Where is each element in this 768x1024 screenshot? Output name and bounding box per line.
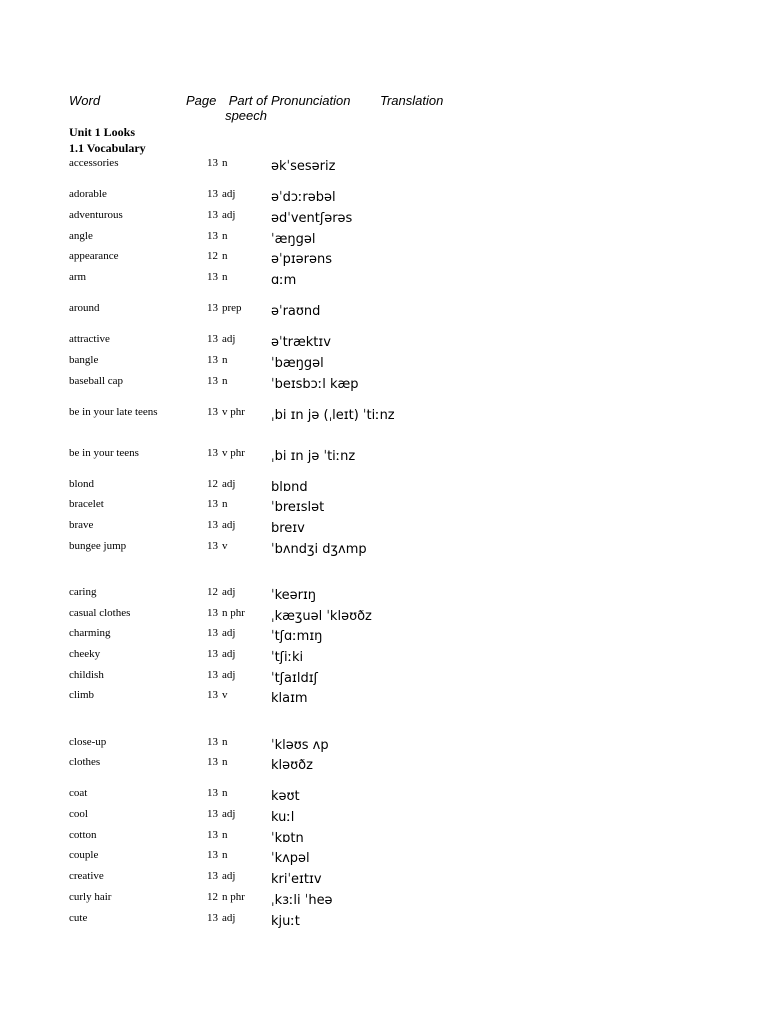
list-item — [0, 607, 768, 627]
entry-part-of-speech: n — [222, 849, 228, 861]
list-item — [0, 736, 768, 756]
list-item — [0, 271, 768, 291]
list-item — [0, 912, 768, 932]
list-item — [0, 870, 768, 890]
entry-page: 13 — [207, 607, 218, 619]
entry-word: bungee jump — [69, 540, 127, 552]
entry-part-of-speech: adj — [222, 912, 236, 924]
entry-word: close-up — [69, 736, 107, 748]
list-item — [0, 498, 768, 518]
entry-part-of-speech: adj — [222, 586, 236, 598]
entry-word: adventurous — [69, 209, 123, 221]
entry-word: couple — [69, 849, 99, 861]
entry-word: coat — [69, 787, 88, 799]
entry-word: clothes — [69, 756, 101, 768]
section-heading: 1.1 Vocabulary — [69, 141, 146, 155]
list-item — [0, 375, 768, 395]
entry-pronunciation: ˈbeɪsbɔːl kæp — [271, 377, 359, 392]
entry-part-of-speech: adj — [222, 478, 236, 490]
entry-page: 13 — [207, 498, 218, 510]
entry-word: caring — [69, 586, 97, 598]
entry-word: creative — [69, 870, 104, 882]
header-part-of-speech — [221, 93, 267, 123]
entry-word: attractive — [69, 333, 110, 345]
list-item — [0, 209, 768, 229]
entry-page: 13 — [207, 787, 218, 799]
entry-page: 13 — [207, 375, 218, 387]
list-item — [0, 333, 768, 353]
list-item — [0, 157, 768, 177]
entry-part-of-speech: adj — [222, 209, 236, 221]
entry-word: climb — [69, 689, 95, 701]
entry-word: blond — [69, 478, 95, 490]
entry-page: 12 — [207, 478, 218, 490]
entry-page: 13 — [207, 627, 218, 639]
entry-page: 13 — [207, 302, 218, 314]
entry-pronunciation: ˈtʃaɪldɪʃ — [271, 671, 318, 686]
entry-part-of-speech: n — [222, 230, 228, 242]
entry-pronunciation: ˈtʃiːki — [271, 650, 304, 665]
entry-pronunciation: ˌkæʒuəl ˈkləʊðz — [271, 609, 372, 624]
entry-word: adorable — [69, 188, 107, 200]
entry-word: appearance — [69, 250, 119, 262]
entry-page: 13 — [207, 736, 218, 748]
entry-pronunciation: ˈkeərɪŋ — [271, 588, 317, 603]
entry-pronunciation: kəʊt — [271, 789, 300, 804]
list-item — [0, 849, 768, 869]
entry-pronunciation: ədˈventʃərəs — [271, 211, 353, 226]
list-item — [0, 406, 768, 426]
entry-page: 12 — [207, 586, 218, 598]
entry-page: 13 — [207, 849, 218, 861]
entry-part-of-speech: n — [222, 756, 228, 768]
entry-pronunciation: breɪv — [271, 521, 305, 536]
list-item — [0, 188, 768, 208]
entry-part-of-speech: n phr — [222, 891, 245, 903]
unit-heading: Unit 1 Looks — [69, 125, 136, 139]
entry-pronunciation: əˈtræktɪv — [271, 335, 331, 350]
entry-page: 13 — [207, 157, 218, 169]
entry-part-of-speech: adj — [222, 808, 236, 820]
list-item — [0, 808, 768, 828]
list-item — [0, 689, 768, 709]
entry-word: cotton — [69, 829, 97, 841]
entry-word: angle — [69, 230, 93, 242]
entry-page: 13 — [207, 271, 218, 283]
list-item — [0, 586, 768, 606]
header-part-of-speech-line1: Part of — [228, 93, 267, 108]
entry-pronunciation: kjuːt — [271, 914, 300, 929]
entry-page: 13 — [207, 188, 218, 200]
entry-page: 13 — [207, 829, 218, 841]
entry-pronunciation: blɒnd — [271, 480, 308, 495]
entry-pronunciation: ˌbi ɪn jə (ˌleɪt) ˈtiːnz — [271, 408, 395, 423]
entry-part-of-speech: v phr — [222, 406, 245, 418]
entry-page: 13 — [207, 669, 218, 681]
entry-word: accessories — [69, 157, 119, 169]
entry-part-of-speech: n — [222, 157, 228, 169]
entry-pronunciation: ɑːm — [271, 273, 297, 288]
entry-part-of-speech: n — [222, 250, 228, 262]
entry-pronunciation: kləʊðz — [271, 758, 313, 773]
entry-page: 13 — [207, 333, 218, 345]
entry-part-of-speech: v — [222, 540, 228, 552]
entry-word: be in your teens — [69, 447, 139, 459]
entry-pronunciation: ˈkləʊs ʌp — [271, 738, 329, 753]
entry-pronunciation: ˌbi ɪn jə ˈtiːnz — [271, 449, 356, 464]
entry-part-of-speech: adj — [222, 648, 236, 660]
entry-page: 13 — [207, 447, 218, 459]
entry-pronunciation: əkˈsesəriz — [271, 159, 336, 174]
list-item — [0, 756, 768, 776]
entry-part-of-speech: adj — [222, 669, 236, 681]
header-part-of-speech-line2: speech — [225, 108, 267, 123]
entry-pronunciation: kriˈeɪtɪv — [271, 872, 322, 887]
list-item — [0, 447, 768, 467]
entry-pronunciation: ˈbæŋgəl — [271, 356, 324, 371]
entry-page: 12 — [207, 250, 218, 262]
entry-word: baseball cap — [69, 375, 124, 387]
list-item — [0, 478, 768, 498]
entry-pronunciation: ˈkʌpəl — [271, 851, 310, 866]
entry-word: cute — [69, 912, 88, 924]
entry-part-of-speech: n — [222, 498, 228, 510]
entry-part-of-speech: adj — [222, 870, 236, 882]
entry-page: 13 — [207, 406, 218, 418]
entry-pronunciation: əˈpɪərəns — [271, 252, 333, 267]
entry-part-of-speech: n — [222, 829, 228, 841]
entry-page: 13 — [207, 756, 218, 768]
list-item — [0, 669, 768, 689]
entry-page: 13 — [207, 689, 218, 701]
entry-page: 13 — [207, 870, 218, 882]
entry-word: arm — [69, 271, 87, 283]
entry-part-of-speech: v phr — [222, 447, 245, 459]
entry-pronunciation: ˈtʃɑːmɪŋ — [271, 629, 323, 644]
entry-part-of-speech: n — [222, 375, 228, 387]
entry-page: 13 — [207, 230, 218, 242]
entry-part-of-speech: v — [222, 689, 228, 701]
entry-word: curly hair — [69, 891, 112, 903]
entry-word: bracelet — [69, 498, 104, 510]
entry-word: cheeky — [69, 648, 101, 660]
entry-pronunciation: klaɪm — [271, 691, 308, 706]
entry-word: casual clothes — [69, 607, 131, 619]
list-item — [0, 891, 768, 911]
entry-pronunciation: ˌkɜːli ˈheə — [271, 893, 333, 908]
entry-word: be in your late teens — [69, 406, 158, 418]
list-item — [0, 519, 768, 539]
entry-page: 13 — [207, 540, 218, 552]
list-item — [0, 302, 768, 322]
entry-part-of-speech: n — [222, 787, 228, 799]
entry-part-of-speech: prep — [222, 302, 242, 314]
entry-word: around — [69, 302, 100, 314]
list-item — [0, 829, 768, 849]
entry-word: brave — [69, 519, 94, 531]
header-translation: Translation — [380, 93, 444, 108]
entry-page: 13 — [207, 912, 218, 924]
entry-pronunciation: ˈkɒtn — [271, 831, 304, 846]
entry-pronunciation: ˈbʌndʒi dʒʌmp — [271, 542, 367, 557]
entry-part-of-speech: n — [222, 271, 228, 283]
entry-part-of-speech: n — [222, 736, 228, 748]
list-item — [0, 540, 768, 560]
entry-page: 13 — [207, 354, 218, 366]
entry-pronunciation: əˈdɔːrəbəl — [271, 190, 336, 205]
entry-page: 13 — [207, 209, 218, 221]
entry-pronunciation: kuːl — [271, 810, 295, 825]
entry-page: 13 — [207, 808, 218, 820]
entry-page: 13 — [207, 519, 218, 531]
entry-part-of-speech: adj — [222, 333, 236, 345]
list-item — [0, 230, 768, 250]
entry-pronunciation: əˈraʊnd — [271, 304, 321, 319]
list-item — [0, 627, 768, 647]
entry-part-of-speech: adj — [222, 519, 236, 531]
entry-word: charming — [69, 627, 111, 639]
list-item — [0, 354, 768, 374]
list-item — [0, 250, 768, 270]
entry-part-of-speech: adj — [222, 627, 236, 639]
entry-pronunciation: ˈæŋgəl — [271, 232, 316, 247]
entry-part-of-speech: n phr — [222, 607, 245, 619]
list-item — [0, 648, 768, 668]
header-page: Page — [186, 93, 217, 108]
entry-page: 13 — [207, 648, 218, 660]
entry-part-of-speech: adj — [222, 188, 236, 200]
entry-pronunciation: ˈbreɪslət — [271, 500, 325, 515]
header-word: Word — [69, 93, 101, 108]
entry-page: 12 — [207, 891, 218, 903]
entry-word: bangle — [69, 354, 99, 366]
list-item — [0, 787, 768, 807]
header-pronunciation: Pronunciation — [271, 93, 351, 108]
entry-word: cool — [69, 808, 88, 820]
entry-part-of-speech: n — [222, 354, 228, 366]
entry-word: childish — [69, 669, 104, 681]
